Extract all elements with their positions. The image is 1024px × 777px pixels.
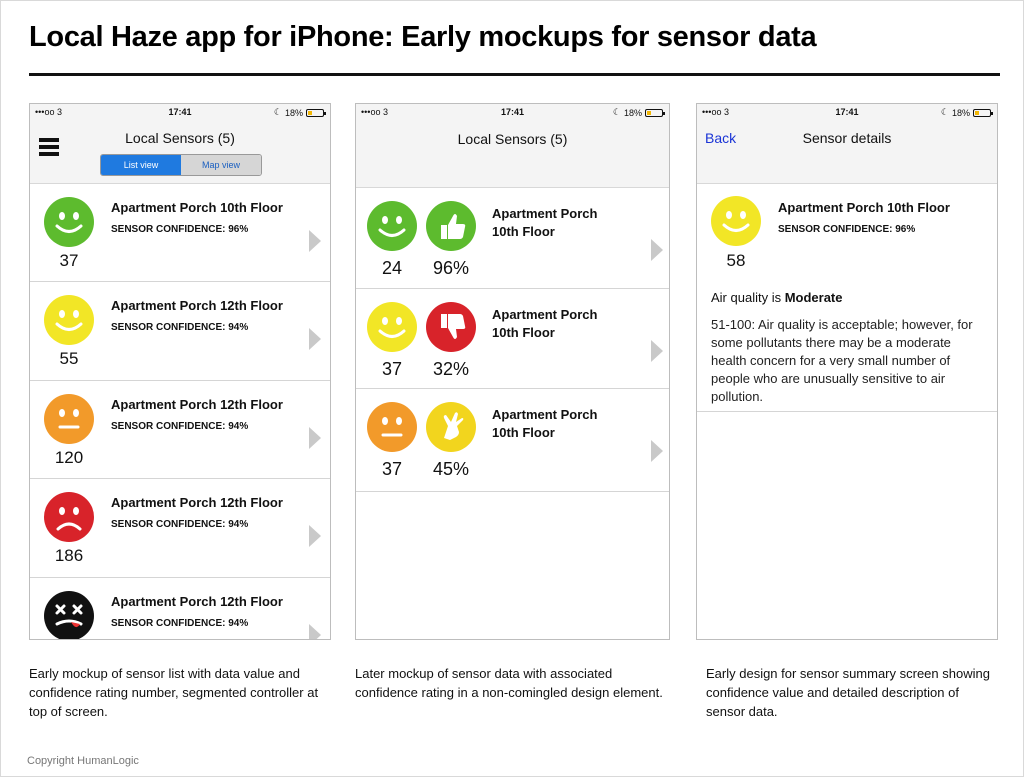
sensor-list-row[interactable] [356,188,669,289]
caption-later-mockup: Later mockup of sensor data with associated confidence rating in a non-comingled design element. [355,666,663,700]
sensor-confidence: SENSOR CONFIDENCE: 94% [111,322,249,333]
disclosure-chevron-icon [309,525,321,547]
divider [697,411,997,412]
air-quality-face-icon [44,492,94,542]
sensor-confidence: SENSOR CONFIDENCE: 94% [111,421,249,432]
caption-detail-mockup: Early design for sensor summary screen showing confidence value and detailed description of sensor data. [706,666,990,719]
sensor-confidence: SENSOR CONFIDENCE: 94% [111,618,249,629]
sensor-confidence: SENSOR CONFIDENCE: 96% [111,224,249,235]
page-title: Local Haze app for iPhone: Early mockups for sensor data [29,21,817,53]
air-quality-level: Moderate [784,290,843,305]
battery-percent: 18% [951,107,970,118]
moon-icon: ☾ [273,107,282,117]
air-quality-face-icon [711,196,761,246]
nav-title: Local Sensors (5) [125,130,235,146]
battery-icon [973,109,991,117]
sensor-value: 37 [381,359,403,379]
sensor-list-row[interactable] [356,389,669,492]
status-time: 17:41 [168,107,192,117]
disclosure-chevron-icon [651,340,663,362]
sensor-value: 37 [59,251,79,270]
sensor-list-row[interactable] [30,578,330,640]
air-quality-description: 51-100: Air quality is acceptable; however, for some pollutants there may be a moderate health concern for a very small number of people who are unusually sensitive to air pollution. [711,317,973,404]
nav-title: Local Sensors (5) [457,131,568,147]
caption-list-mockup: Early mockup of sensor list with data value and confidence rating number, segmented controller at top of screen. [29,666,319,719]
sensor-list-row[interactable] [356,289,669,389]
battery-percent: 18% [623,107,642,118]
carrier-signal: •••oo 3 [361,107,388,117]
sensor-list-row[interactable] [30,479,330,578]
title-divider [29,73,1000,76]
air-quality-status [711,290,843,305]
sensor-list-row[interactable] [30,184,330,282]
phone-mockup-list-v2 [355,103,670,640]
status-bar [30,104,330,122]
carrier-signal: •••oo 3 [35,107,62,117]
sensor-name: Apartment Porch 12th Floor [111,298,283,313]
sensor-list-row[interactable] [30,282,330,381]
sensor-value: 55 [59,349,79,368]
sensor-name: Apartment Porch 10th Floor [492,206,598,239]
sensor-list-row[interactable] [30,381,330,479]
segment-list-view[interactable]: List view [101,155,181,175]
status-time: 17:41 [500,107,525,117]
air-quality-face-icon [44,295,94,345]
air-quality-face-icon [367,201,417,251]
so-so-hand-icon [426,402,476,452]
sensor-value: 37 [381,459,403,479]
segmented-control [100,154,262,176]
sensor-confidence: 45% [432,459,470,479]
sensor-name: Apartment Porch 12th Floor [111,397,283,412]
nav-title: Sensor details [802,130,892,146]
air-quality-face-icon [367,402,417,452]
air-quality-face-icon [44,197,94,247]
navigation-bar [30,104,330,184]
status-time: 17:41 [835,107,859,117]
status-bar [697,104,997,122]
sensor-confidence: 32% [432,359,470,379]
phone-mockup-detail [696,103,998,640]
sensor-confidence: 96% [432,258,470,278]
carrier-signal: •••oo 3 [702,107,729,117]
battery-percent: 18% [284,107,303,118]
thumbs-up-icon [426,201,476,251]
status-bar [356,104,669,122]
sensor-value: 120 [54,448,84,467]
disclosure-chevron-icon [651,239,663,261]
sensor-name: Apartment Porch 12th Floor [111,495,283,510]
air-quality-face-icon [44,394,94,444]
thumbs-down-icon [426,302,476,352]
navigation-bar [356,104,669,188]
air-quality-face-icon [367,302,417,352]
back-button[interactable]: Back [705,130,737,146]
disclosure-chevron-icon [309,328,321,350]
sensor-name: Apartment Porch 10th Floor [111,200,283,215]
air-quality-prefix: Air quality is [711,290,785,305]
segment-map-view[interactable]: Map view [181,155,261,175]
sensor-name: Apartment Porch 10th Floor [492,407,598,440]
disclosure-chevron-icon [309,427,321,449]
sensor-confidence: SENSOR CONFIDENCE: 96% [778,224,916,235]
disclosure-chevron-icon [309,230,321,252]
sensor-name: Apartment Porch 10th Floor [778,200,950,215]
copyright-text: Copyright HumanLogic [27,755,139,767]
sensor-value: 186 [54,546,84,565]
sensor-name: Apartment Porch 10th Floor [492,307,598,340]
phone-mockup-list [29,103,331,640]
sensor-confidence: SENSOR CONFIDENCE: 94% [111,519,249,530]
moon-icon: ☾ [612,107,621,117]
sensor-name: Apartment Porch 12th Floor [111,594,283,609]
disclosure-chevron-icon [309,624,321,640]
disclosure-chevron-icon [651,440,663,462]
battery-icon [306,109,324,117]
sensor-value: 24 [381,258,403,278]
sensor-value: 58 [726,251,746,270]
air-quality-face-icon [44,591,94,640]
navigation-bar [697,104,997,184]
battery-icon [645,109,663,117]
moon-icon: ☾ [940,107,949,117]
